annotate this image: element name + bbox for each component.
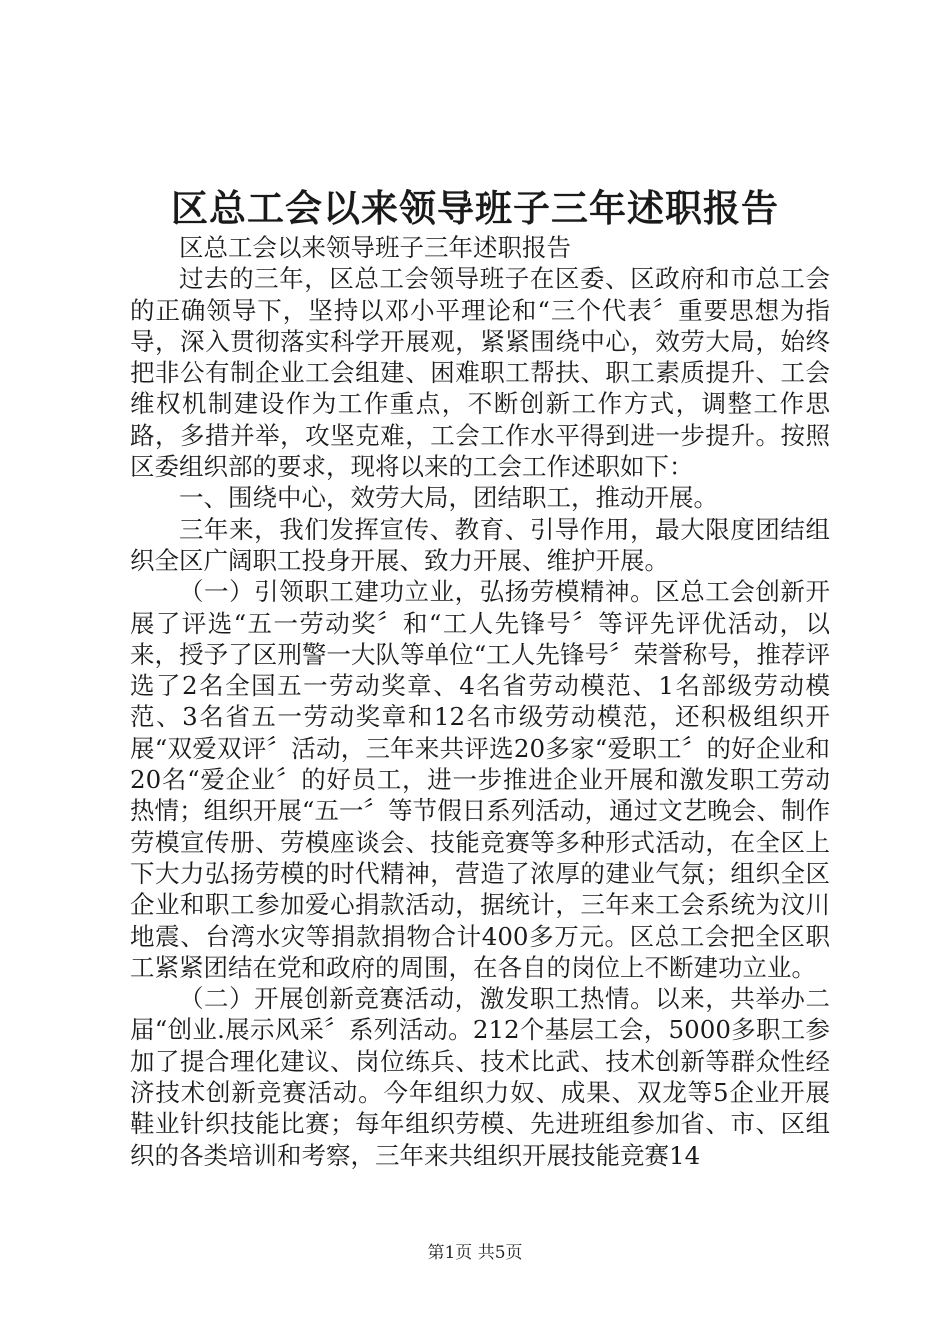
subtitle-paragraph: 区总工会以来领导班子三年述职报告 — [179, 233, 571, 262]
body-paragraph: （一）引领职工建功立业，弘扬劳模精神。区总工会创新开展了评选“五一劳动奖〞和“工人先锋号〞等评先评优活动，以来，授予了区刑警一大队等单位“工人先锋号〞荣誉称号，推荐评选了2名全国五一劳动奖章、4名省劳动模范、1名部级劳动模范、3名省五一劳动奖章和12名市级劳动模范，还积极组织开展“双爱双评〞活动，三年来共评选20多家“爱职工〞的好企业和20名“爱企业〞的好员工，进一步推进企业开展和激发职工劳动热情；组织开展“五一〞等节假日系列活动，通过文艺晚会、制作劳模宣传册、劳模座谈会、技能竞赛等多种形式活动，在全区上下大力弘扬劳模的时代精神，营造了浓厚的建业气氛；组织全区企业和职工参加爱心捐款活动，据统计，三年来工会系统为汶川地震、台湾水灾等捐款捐物合计400多万元。区总工会把全区职工紧紧团结在党和政府的周围，在各自的岗位上不断建功立业。 — [130, 577, 830, 982]
page-footer: 第1页 共5页 — [427, 1243, 523, 1263]
intro-paragraph: 过去的三年，区总工会领导班子在区委、区政府和市总工会的正确领导下，坚持以邓小平理论和“三个代表〞重要思想为指导，深入贯彻落实科学开展观，紧紧围绕中心，效劳大局，始终把非公有制企业工会组建、困难职工帮扶、职工素质提升、工会维权机制建设作为工作重点，不断创新工作方式，调整工作思路，多措并举，攻坚克难，工会工作水平得到进一步提升。按照区委组织部的要求，现将以来的工会工作述职如下： — [130, 264, 830, 482]
document-body — [130, 232, 830, 1171]
body-paragraph: 三年来，我们发挥宣传、教育、引导作用，最大限度团结组织全区广阔职工投身开展、致力开展、维护开展。 — [130, 514, 830, 575]
body-paragraph: （二）开展创新竞赛活动，激发职工热情。以来，共举办二届“创业.展示风采〞系列活动。212个基层工会，5000多职工参加了提合理化建议、岗位练兵、技术比武、技术创新等群众性经济技术创新竞赛活动。今年组织力奴、成果、双龙等5企业开展鞋业针织技能比赛；每年组织劳模、先进班组参加省、市、区组织的各类培训和考察，三年来共组织开展技能竞赛14 — [130, 984, 830, 1170]
document-title: 区总工会以来领导班子三年述职报告 — [171, 186, 779, 230]
section-heading: 一、围绕中心，效劳大局，团结职工，推动开展。 — [179, 483, 718, 513]
